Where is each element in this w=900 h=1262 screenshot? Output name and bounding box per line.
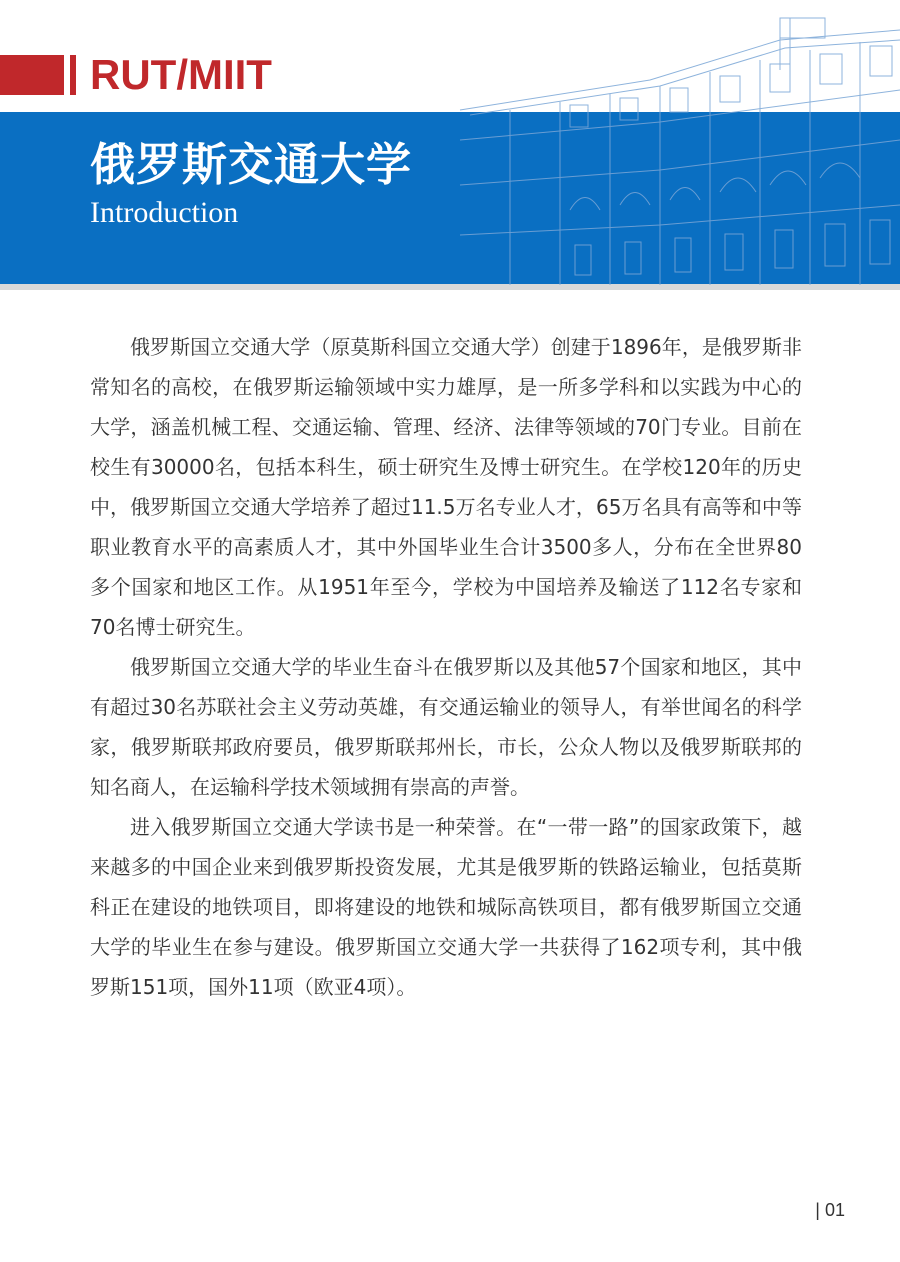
brand-accent-bar [0, 55, 64, 95]
page-number: | 01 [815, 1200, 845, 1220]
brand-divider [70, 55, 76, 95]
page-subtitle: Introduction [90, 196, 239, 229]
intro-paragraph: 俄罗斯国立交通大学（原莫斯科国立交通大学）创建于1896年，是俄罗斯非常知名的高校，在俄罗斯运输领域中实力雄厚，是一所多学科和以实践为中心的大学，涵盖机械工程、交通运输、管理、经济、法律等领域的70门专业。目前在校生有30000名，包括本科生，硕士研究生及博士研究生。在学校120年的历史中，俄罗斯国立交通大学培养了超过11.5万名专业人才，65万名具有高等和中等职业教育水平的高素质人才，其中外国毕业生合计3500多人，分布在全世界80多个国家和地区工作。从1951年至今，学校为中国培养及输送了112名专家和70名博士研究生。 [90, 335, 802, 639]
building-illustration [450, 10, 900, 285]
intro-paragraph: 俄罗斯国立交通大学的毕业生奋斗在俄罗斯以及其他57个国家和地区，其中有超过30名苏联社会主义劳动英雄，有交通运输业的领导人，有举世闻名的科学家，俄罗斯联邦政府要员，俄罗斯联邦州长，市长，公众人物以及俄罗斯联邦的知名商人，在运输科学技术领域拥有崇高的声誉。 [90, 655, 802, 799]
intro-paragraph: 进入俄罗斯国立交通大学读书是一种荣誉。在“一带一路”的国家政策下，越来越多的中国企业来到俄罗斯投资发展，尤其是俄罗斯的铁路运输业，包括莫斯科正在建设的地铁项目，即将建设的地铁和城际高铁项目，都有俄罗斯国立交通大学的毕业生在参与建设。俄罗斯国立交通大学一共获得了162项专利，其中俄罗斯151项，国外11项（欧亚4项）。 [90, 815, 802, 999]
intro-body [90, 327, 802, 1007]
page-title: 俄罗斯交通大学 [90, 138, 413, 191]
brand-logo-text: RUT/MIIT [90, 51, 272, 98]
